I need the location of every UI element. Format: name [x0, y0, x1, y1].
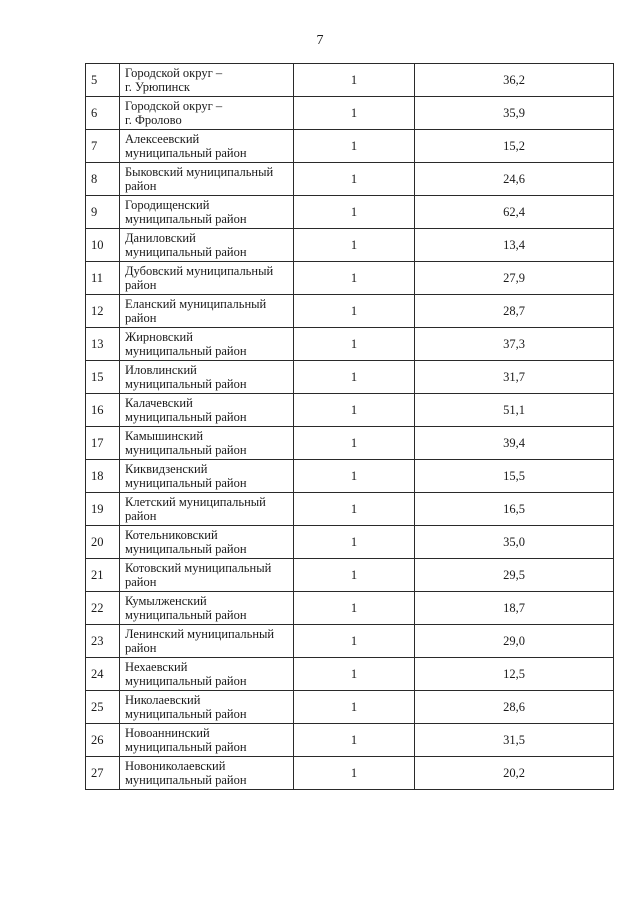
- value-cell: [415, 130, 614, 163]
- count-cell: [294, 394, 415, 427]
- count-cell: [294, 295, 415, 328]
- count-text: 1: [350, 666, 358, 681]
- district-name-cell: [120, 493, 294, 526]
- row-number-cell: [86, 559, 120, 592]
- value-text: 16,5: [503, 501, 525, 516]
- row-number-cell: [86, 130, 120, 163]
- count-cell: [294, 328, 415, 361]
- value-cell: [415, 592, 614, 625]
- table-row: [86, 691, 614, 724]
- count-cell: [294, 361, 415, 394]
- row-number-cell: [86, 229, 120, 262]
- district-name-text: Ленинский муниципальный район: [125, 627, 275, 655]
- value-cell: [415, 559, 614, 592]
- value-cell: [415, 361, 614, 394]
- value-text: 28,6: [503, 699, 525, 714]
- page-number: 7: [316, 33, 324, 48]
- district-name-cell: [120, 196, 294, 229]
- count-text: 1: [350, 303, 358, 318]
- value-cell: [415, 625, 614, 658]
- district-name-cell: [120, 691, 294, 724]
- value-text: 31,7: [503, 369, 525, 384]
- district-name-text: Жирновский муниципальный район: [125, 330, 247, 358]
- value-text: 37,3: [503, 336, 525, 351]
- district-name-cell: [120, 262, 294, 295]
- table-row: [86, 427, 614, 460]
- value-text: 31,5: [503, 732, 525, 747]
- row-number-text: 6: [91, 105, 98, 120]
- district-name-text: Городской округ – г. Фролово: [125, 99, 223, 127]
- count-text: 1: [350, 237, 358, 252]
- district-name-text: Клетский муниципальный район: [125, 495, 266, 523]
- row-number-cell: [86, 97, 120, 130]
- count-cell: [294, 262, 415, 295]
- district-name-cell: [120, 295, 294, 328]
- table-row: [86, 262, 614, 295]
- table-row: [86, 394, 614, 427]
- district-name-cell: [120, 757, 294, 790]
- table-row: [86, 229, 614, 262]
- row-number-cell: [86, 592, 120, 625]
- row-number-text: 19: [91, 501, 104, 516]
- value-cell: [415, 196, 614, 229]
- district-name-text: Котовский муниципальный район: [125, 561, 272, 589]
- table-row: [86, 328, 614, 361]
- value-cell: [415, 526, 614, 559]
- table-row: [86, 97, 614, 130]
- row-number-text: 11: [91, 270, 104, 285]
- count-cell: [294, 526, 415, 559]
- row-number-text: 12: [91, 303, 104, 318]
- table-row: [86, 493, 614, 526]
- districts-table: [85, 63, 614, 790]
- table-row: [86, 592, 614, 625]
- value-text: 15,2: [503, 138, 525, 153]
- row-number-text: 8: [91, 171, 98, 186]
- district-name-cell: [120, 427, 294, 460]
- value-text: 15,5: [503, 468, 525, 483]
- row-number-text: 7: [91, 138, 98, 153]
- district-name-text: Городской округ – г. Урюпинск: [125, 66, 223, 94]
- row-number-text: 22: [91, 600, 104, 615]
- count-cell: [294, 130, 415, 163]
- row-number-cell: [86, 625, 120, 658]
- value-cell: [415, 394, 614, 427]
- value-cell: [415, 229, 614, 262]
- value-cell: [415, 757, 614, 790]
- count-cell: [294, 196, 415, 229]
- count-text: 1: [350, 633, 358, 648]
- count-cell: [294, 724, 415, 757]
- row-number-cell: [86, 724, 120, 757]
- value-text: 62,4: [503, 204, 525, 219]
- district-name-cell: [120, 394, 294, 427]
- value-cell: [415, 658, 614, 691]
- district-name-cell: [120, 526, 294, 559]
- row-number-text: 24: [91, 666, 104, 681]
- count-cell: [294, 64, 415, 97]
- district-name-cell: [120, 361, 294, 394]
- district-name-text: Калачевский муниципальный район: [125, 396, 247, 424]
- district-name-cell: [120, 592, 294, 625]
- count-cell: [294, 625, 415, 658]
- value-cell: [415, 64, 614, 97]
- table-row: [86, 625, 614, 658]
- table-row: [86, 130, 614, 163]
- row-number-cell: [86, 460, 120, 493]
- row-number-text: 20: [91, 534, 104, 549]
- count-text: 1: [350, 435, 358, 450]
- table-row: [86, 757, 614, 790]
- district-name-text: Алексеевский муниципальный район: [125, 132, 247, 160]
- district-name-text: Новониколаевский муниципальный район: [125, 759, 247, 787]
- district-name-cell: [120, 559, 294, 592]
- count-cell: [294, 559, 415, 592]
- district-name-text: Кумылженский муниципальный район: [125, 594, 247, 622]
- district-name-cell: [120, 64, 294, 97]
- row-number-text: 17: [91, 435, 104, 450]
- table-row: [86, 559, 614, 592]
- count-text: 1: [350, 336, 358, 351]
- count-text: 1: [350, 204, 358, 219]
- value-text: 20,2: [503, 765, 525, 780]
- count-cell: [294, 163, 415, 196]
- value-cell: [415, 691, 614, 724]
- table-row: [86, 196, 614, 229]
- district-name-text: Еланский муниципальный район: [125, 297, 267, 325]
- district-name-text: Камышинский муниципальный район: [125, 429, 247, 457]
- count-cell: [294, 493, 415, 526]
- count-cell: [294, 658, 415, 691]
- district-name-cell: [120, 229, 294, 262]
- row-number-text: 23: [91, 633, 104, 648]
- row-number-cell: [86, 361, 120, 394]
- value-cell: [415, 328, 614, 361]
- count-text: 1: [350, 501, 358, 516]
- district-name-cell: [120, 658, 294, 691]
- district-name-text: Нехаевский муниципальный район: [125, 660, 247, 688]
- row-number-text: 26: [91, 732, 104, 747]
- count-text: 1: [350, 468, 358, 483]
- count-text: 1: [350, 171, 358, 186]
- table-row: [86, 64, 614, 97]
- row-number-cell: [86, 295, 120, 328]
- value-text: 13,4: [503, 237, 525, 252]
- row-number-cell: [86, 328, 120, 361]
- district-name-text: Котельниковский муниципальный район: [125, 528, 247, 556]
- row-number-cell: [86, 658, 120, 691]
- district-name-text: Даниловский муниципальный район: [125, 231, 247, 259]
- district-name-text: Киквидзенский муниципальный район: [125, 462, 247, 490]
- row-number-text: 9: [91, 204, 98, 219]
- row-number-cell: [86, 64, 120, 97]
- row-number-text: 10: [91, 237, 104, 252]
- table-row: [86, 163, 614, 196]
- row-number-text: 21: [91, 567, 104, 582]
- count-text: 1: [350, 105, 358, 120]
- district-name-cell: [120, 724, 294, 757]
- value-text: 29,0: [503, 633, 525, 648]
- row-number-cell: [86, 262, 120, 295]
- row-number-text: 13: [91, 336, 104, 351]
- district-name-text: Иловлинский муниципальный район: [125, 363, 247, 391]
- count-text: 1: [350, 600, 358, 615]
- district-name-cell: [120, 625, 294, 658]
- count-text: 1: [350, 72, 358, 87]
- table-body: [86, 64, 614, 790]
- value-cell: [415, 295, 614, 328]
- row-number-text: 25: [91, 699, 104, 714]
- value-cell: [415, 163, 614, 196]
- value-text: 24,6: [503, 171, 525, 186]
- row-number-text: 5: [91, 72, 98, 87]
- count-text: 1: [350, 534, 358, 549]
- row-number-cell: [86, 691, 120, 724]
- count-text: 1: [350, 138, 358, 153]
- value-text: 39,4: [503, 435, 525, 450]
- value-text: 36,2: [503, 72, 525, 87]
- value-cell: [415, 97, 614, 130]
- district-name-text: Дубовский муниципальный район: [125, 264, 274, 292]
- count-cell: [294, 592, 415, 625]
- table-row: [86, 658, 614, 691]
- value-text: 35,9: [503, 105, 525, 120]
- row-number-text: 15: [91, 369, 104, 384]
- value-cell: [415, 427, 614, 460]
- count-text: 1: [350, 369, 358, 384]
- district-name-cell: [120, 130, 294, 163]
- count-cell: [294, 691, 415, 724]
- table-row: [86, 361, 614, 394]
- district-name-text: Новоаннинский муниципальный район: [125, 726, 247, 754]
- value-cell: [415, 493, 614, 526]
- count-text: 1: [350, 402, 358, 417]
- district-name-cell: [120, 163, 294, 196]
- table-row: [86, 460, 614, 493]
- count-cell: [294, 97, 415, 130]
- value-cell: [415, 262, 614, 295]
- count-cell: [294, 427, 415, 460]
- value-text: 29,5: [503, 567, 525, 582]
- row-number-cell: [86, 196, 120, 229]
- row-number-cell: [86, 427, 120, 460]
- row-number-text: 16: [91, 402, 104, 417]
- district-name-text: Быковский муниципальный район: [125, 165, 274, 193]
- value-text: 35,0: [503, 534, 525, 549]
- table-row: [86, 295, 614, 328]
- value-text: 12,5: [503, 666, 525, 681]
- count-cell: [294, 229, 415, 262]
- row-number-cell: [86, 493, 120, 526]
- value-cell: [415, 724, 614, 757]
- district-name-cell: [120, 97, 294, 130]
- row-number-cell: [86, 526, 120, 559]
- row-number-text: 27: [91, 765, 104, 780]
- table-row: [86, 526, 614, 559]
- count-text: 1: [350, 765, 358, 780]
- value-cell: [415, 460, 614, 493]
- row-number-cell: [86, 757, 120, 790]
- district-name-text: Городищенский муниципальный район: [125, 198, 247, 226]
- count-cell: [294, 757, 415, 790]
- count-text: 1: [350, 270, 358, 285]
- table-row: [86, 724, 614, 757]
- count-text: 1: [350, 732, 358, 747]
- count-cell: [294, 460, 415, 493]
- value-text: 27,9: [503, 270, 525, 285]
- district-name-cell: [120, 460, 294, 493]
- count-text: 1: [350, 567, 358, 582]
- value-text: 28,7: [503, 303, 525, 318]
- count-text: 1: [350, 699, 358, 714]
- row-number-cell: [86, 163, 120, 196]
- value-text: 51,1: [503, 402, 525, 417]
- row-number-cell: [86, 394, 120, 427]
- value-text: 18,7: [503, 600, 525, 615]
- district-name-text: Николаевский муниципальный район: [125, 693, 247, 721]
- district-name-cell: [120, 328, 294, 361]
- row-number-text: 18: [91, 468, 104, 483]
